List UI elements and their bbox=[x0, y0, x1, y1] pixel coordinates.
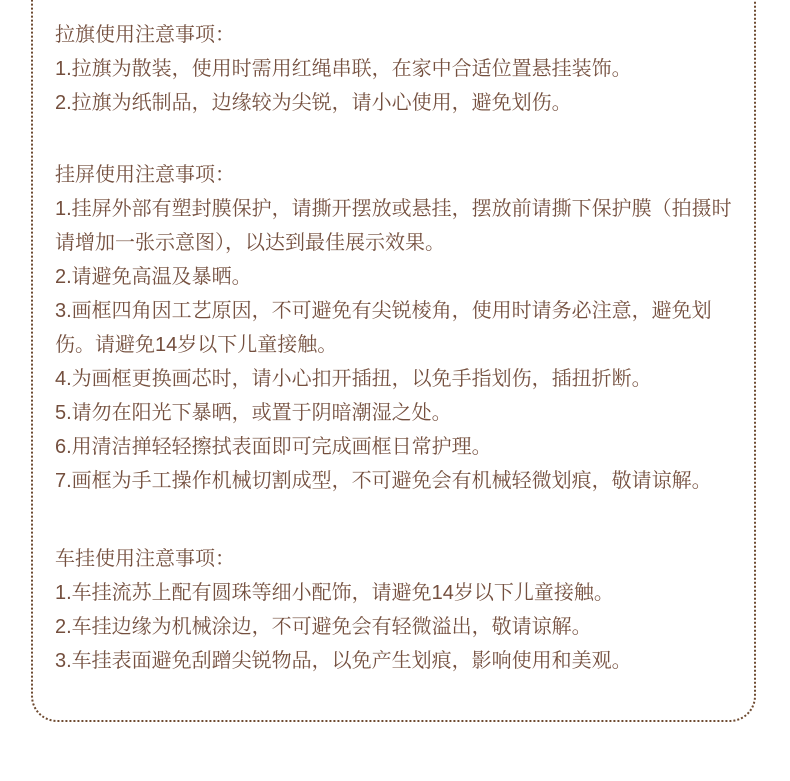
notice-item: 6.用清洁掸轻轻擦拭表面即可完成画框日常护理。 bbox=[55, 436, 492, 458]
notice-content bbox=[33, 0, 754, 678]
section-hanging-screen-notes bbox=[55, 158, 745, 498]
section-heading: 拉旗使用注意事项： bbox=[55, 24, 235, 46]
notice-item: 3.车挂表面避免刮蹭尖锐物品，以免产生划痕，影响使用和美观。 bbox=[55, 650, 632, 672]
section-pull-flag-notes bbox=[55, 18, 745, 120]
notice-item: 4.为画框更换画芯时，请小心扣开插扭，以免手指划伤，插扭折断。 bbox=[55, 368, 652, 390]
notice-item: 1.挂屏外部有塑封膜保护，请撕开摆放或悬挂，摆放前请撕下保护膜（拍摄时请增加一张示意图），以达到最佳展示效果。 bbox=[55, 198, 732, 254]
notice-item: 2.拉旗为纸制品，边缘较为尖锐，请小心使用，避免划伤。 bbox=[55, 92, 572, 114]
notice-item: 1.拉旗为散装，使用时需用红绳串联，在家中合适位置悬挂装饰。 bbox=[55, 58, 632, 80]
section-heading: 车挂使用注意事项： bbox=[55, 548, 235, 570]
notice-box bbox=[31, 0, 756, 722]
notice-item: 2.请避免高温及暴晒。 bbox=[55, 266, 252, 288]
section-car-pendant-notes bbox=[55, 542, 745, 678]
notice-item: 1.车挂流苏上配有圆珠等细小配饰，请避免14岁以下儿童接触。 bbox=[55, 582, 614, 604]
notice-item: 7.画框为手工操作机械切割成型，不可避免会有机械轻微划痕，敬请谅解。 bbox=[55, 470, 712, 492]
section-heading: 挂屏使用注意事项： bbox=[55, 164, 235, 186]
notice-item: 3.画框四角因工艺原因，不可避免有尖锐棱角，使用时请务必注意，避免划伤。请避免14岁以下儿童接触。 bbox=[55, 300, 712, 356]
notice-item: 2.车挂边缘为机械涂边，不可避免会有轻微溢出，敬请谅解。 bbox=[55, 616, 592, 638]
notice-item: 5.请勿在阳光下暴晒，或置于阴暗潮湿之处。 bbox=[55, 402, 452, 424]
